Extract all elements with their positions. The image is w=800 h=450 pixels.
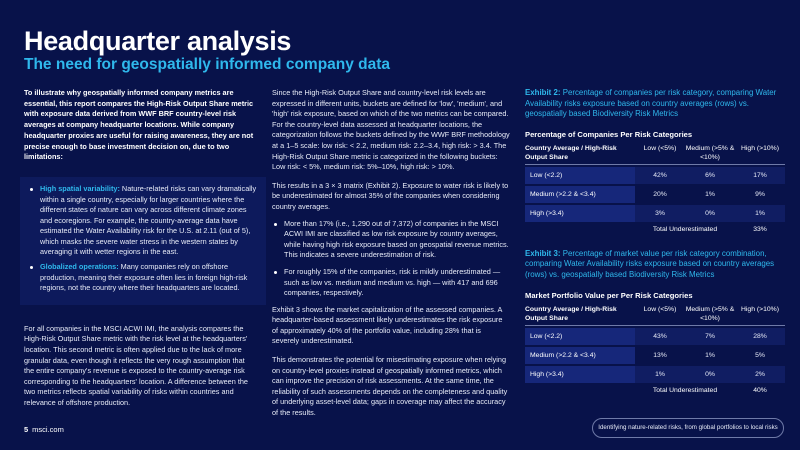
row-label: Medium (>2.2 & <3.4) (525, 347, 635, 364)
buckets-paragraph: Since the High-Risk Output Share and country-level risk levels are expressed in different units, buckets are defined for 'low', 'medium', and 'high' risk exposure, based on which of the two metrics can be compared. For the country-level data assessed at headquarter locations, the categorization follows the buckets defined by the WWF BRF methodology at a 1–5 scale: low risk: < 2.2, medium risk: 2.2–3.4, high risk: > 3.4. The High-Risk Output Share metric is categorized in the following buckets: Low risk: < 5%, medium risk: 5%–10%, high risk: > 10%. (272, 88, 510, 172)
table-cell: 9% (755, 190, 765, 198)
header-cell: Low (<5%) (643, 305, 677, 313)
bullet-term: Globalized operations: (40, 262, 119, 272)
table-cell: 0% (685, 366, 735, 383)
exhibit3-paragraph: Exhibit 3 shows the market capitalization of the assessed companies. A headquarter-based assessment likely underestimates the risk exposure of approximately 40% of the portfolio value, including 28% that is severely underestimated. (272, 304, 503, 346)
footer-tagline: Identifying nature-related risks, from global portfolios to local risks (592, 418, 784, 438)
table-row (525, 366, 785, 383)
exhibit3-table-title: Market Portfolio Value per Per Risk Categories (525, 290, 693, 300)
table-cell: 6% (685, 167, 735, 184)
table-footer (525, 387, 785, 394)
table-cell: 1% (705, 351, 715, 359)
list-item: For roughly 15% of the companies, risk is mildly underestimated — such as low vs. medium and medium vs. high — with 417 and 696 companies, respectively. (272, 267, 510, 299)
table-cell: 5% (755, 351, 765, 359)
row-label: Medium (>2.2 & <3.4) (525, 186, 635, 203)
total-label: Total Underestimated (652, 225, 718, 233)
conclusion-paragraph: This demonstrates the potential for misestimating exposure when relying on country-level proxies instead of geospatially informed metrics, which can improve the precision of risk assessments. At the same time, the reliability of such assessments depends on the completeness and quality of underlying asset-level data; gaps in coverage may affect the accuracy of the results. (272, 355, 508, 418)
exhibit3-caption (525, 249, 785, 281)
table-cell: 0% (685, 205, 735, 222)
table-cell: 17% (735, 167, 785, 184)
site-link[interactable]: msci.com (32, 425, 64, 434)
table-cell: 7% (685, 328, 735, 345)
exhibit2-caption (525, 88, 785, 120)
exhibit2-table (525, 144, 785, 233)
header-cell: High (>10%) (741, 305, 779, 313)
header-cell: Country Average / High-Risk Output Share (525, 305, 617, 322)
row-label: High (>3.4) (525, 205, 635, 222)
table-header (525, 144, 785, 165)
header-cell: Country Average / High-Risk Output Share (525, 144, 617, 161)
row-label: Low (<2.2) (525, 167, 635, 184)
exhibit2-table-title: Percentage of Companies Per Risk Categories (525, 129, 693, 139)
table-row (525, 205, 785, 222)
exhibit3-table (525, 305, 785, 394)
bullet-text: Nature-related risks can vary dramatically within a single country, especially for larger countries where the different states of nature can vary across different climate zones and ecoregions. For example, the country-average data have estimated the Water Availability risk for the U.S. at 2.11 (out of 5), which masks the severe water stress in the western states by averaging it with wetter regions in the east. (40, 183, 257, 257)
table-cell: 1% (705, 190, 715, 198)
row-label: Low (<2.2) (525, 328, 635, 345)
total-value: 40% (753, 386, 767, 394)
table-cell: 1% (735, 205, 785, 222)
header-cell: Low (<5%) (643, 144, 677, 152)
bullet-term: High spatial variability: (40, 183, 120, 193)
exhibit-caption-text: Percentage of companies per risk category, comparing Water Availability risks exposure based on country averages (rows) vs. geospatially based Biodiversity Risk Metrics (525, 88, 777, 119)
table-row (525, 347, 785, 364)
list-item: More than 17% (i.e., 1,290 out of 7,372) of companies in the MSCI ACWI IMI are classified as low risk exposure by country averages, while having high risk exposure based on geospatial revenue metrics. This indicates a severe underestimation of risk. (272, 219, 510, 261)
page-footer (24, 425, 64, 434)
matrix-paragraph: This results in a 3 × 3 matrix (Exhibit 2). Exposure to water risk is likely to be underestimated for almost 35% of the companies when considering country averages. (272, 180, 509, 211)
table-cell: 43% (635, 328, 685, 345)
table-footer (525, 226, 785, 233)
header-cell: Medium (>5% & <10%) (685, 305, 735, 322)
column-right (525, 88, 785, 394)
exhibit-caption-text: Percentage of market value per risk category combination, comparing Water Availability risks exposure based on country averages (rows) vs. geospatially based Biodiversity Risk Metrics (525, 248, 775, 279)
column-middle (272, 88, 510, 419)
table-cell: 20% (653, 190, 667, 198)
table-cell: 2% (735, 366, 785, 383)
exhibit-number: Exhibit 2: (525, 88, 561, 97)
total-value: 33% (753, 225, 767, 233)
list-item (28, 184, 258, 258)
header-cell: Medium (>5% & <10%) (685, 144, 735, 161)
underestimation-list (272, 219, 510, 299)
header-cell: High (>10%) (741, 144, 779, 152)
bullet-text: Many companies rely on offshore production, meaning their exposure often lies in foreign high-risk regions, not the country where their headquarters are located. (40, 262, 248, 293)
list-item (28, 262, 258, 294)
table-row (525, 167, 785, 184)
table-cell: 28% (735, 328, 785, 345)
row-label: High (>3.4) (525, 366, 635, 383)
table-row (525, 186, 785, 203)
comparison-paragraph: For all companies in the MSCI ACWI IMI, the analysis compares the High-Risk Output Share metric with the risk level at the headquarters' location. This second metric is often applied due to the lack of more granular data, even though it reflects the very rough assumption that the entire company's revenue is exposed to the country-average risk corresponding to the headquarters' location. A difference between the two metrics reflects spatial variability of risks within countries and relevance of offshore production. (24, 323, 248, 408)
page-subtitle: The need for geospatially informed company data (24, 56, 391, 73)
limitations-list (28, 184, 258, 294)
table-cell: 42% (635, 167, 685, 184)
table-cell: 13% (653, 351, 667, 359)
page-title: Headquarter analysis (24, 26, 292, 56)
intro-lead: To illustrate why geospatially informed company metrics are essential, this report compares the High-Risk Output Share metric with exposure data derived from WWF BRF country-level risk averages at company headquarter locations. While company headquarter proxies are useful for raising awareness, they are not precise enough to base investment decision on, due to two limitations: (24, 88, 254, 162)
exhibit-number: Exhibit 3: (525, 248, 561, 258)
table-cell: 3% (635, 205, 685, 222)
page-number: 5 (24, 425, 29, 434)
column-left (24, 88, 256, 409)
table-row (525, 328, 785, 345)
table-cell: 1% (635, 366, 685, 383)
table-header (525, 305, 785, 326)
total-label: Total Underestimated (652, 386, 718, 394)
limitations-box (20, 177, 266, 305)
